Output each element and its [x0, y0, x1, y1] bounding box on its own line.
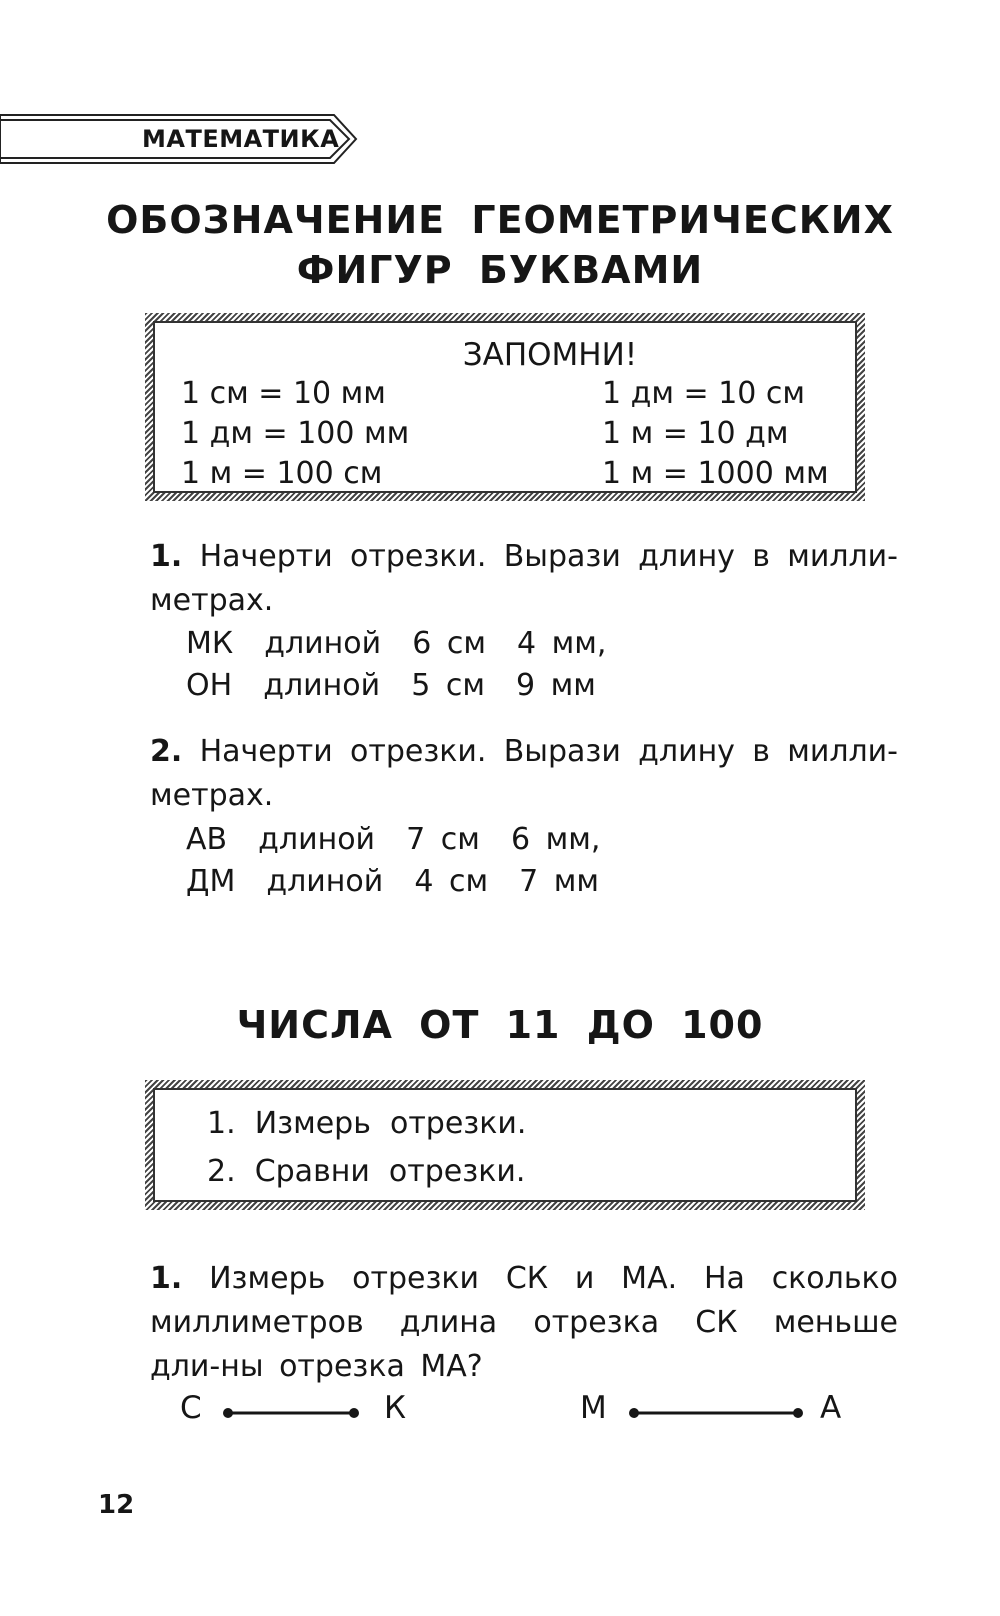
- task-1: [150, 535, 898, 623]
- remember-box: [145, 313, 865, 501]
- task-2-text: Начерти отрезки. Вырази длину в милли-метрах.: [150, 734, 898, 813]
- segment-ma: [628, 1405, 808, 1421]
- section-tab-label: МАТЕМАТИКА: [142, 125, 340, 153]
- segment-ma-end-label: А: [820, 1390, 842, 1426]
- remember-title: ЗАПОМНИ!: [462, 337, 638, 373]
- instruction-1: 1. Измерь отрезки.: [207, 1106, 527, 1141]
- segment-ck-end-label: К: [384, 1390, 407, 1426]
- task-3-number: 1.: [150, 1261, 183, 1296]
- task-3-text: Измерь отрезки СК и МА. На сколько миллиметров длина отрезка СК меньше дли-ны отрезка МА?: [150, 1261, 898, 1384]
- page-number: 12: [98, 1490, 135, 1520]
- conversion-right-3: 1 м = 1000 мм: [602, 456, 829, 491]
- section-2-title: ЧИСЛА ОТ 11 ДО 100: [236, 1003, 764, 1047]
- section-tab: [0, 114, 372, 164]
- conversion-left-1: 1 см = 10 мм: [181, 376, 386, 411]
- instruction-box: [145, 1080, 865, 1210]
- conversion-right-1: 1 дм = 10 см: [602, 376, 806, 411]
- task-3: [150, 1257, 898, 1389]
- segment-ck-start-label: С: [180, 1390, 202, 1426]
- conversion-left-2: 1 дм = 100 мм: [181, 416, 410, 451]
- task-2-number: 2.: [150, 734, 183, 769]
- task-1-number: 1.: [150, 539, 183, 574]
- task-2-line-1: АВ длиной 7 см 6 мм,: [186, 822, 601, 857]
- task-2-line-2: ДМ длиной 4 см 7 мм: [186, 864, 600, 899]
- segment-ma-start-label: М: [580, 1390, 607, 1426]
- task-1-text: Начерти отрезки. Вырази длину в милли-метрах.: [150, 539, 898, 618]
- conversion-right-2: 1 м = 10 дм: [602, 416, 789, 451]
- instruction-2: 2. Сравни отрезки.: [207, 1154, 526, 1189]
- task-2: [150, 730, 898, 818]
- task-1-line-2: ОН длиной 5 см 9 мм: [186, 668, 596, 703]
- task-1-line-1: МК длиной 6 см 4 мм,: [186, 626, 607, 661]
- section-title-line-1: ОБОЗНАЧЕНИЕ ГЕОМЕТРИЧЕСКИХ: [106, 198, 894, 242]
- section-title-line-2: ФИГУР БУКВАМИ: [296, 248, 704, 292]
- segment-ck: [222, 1405, 362, 1421]
- conversion-left-3: 1 м = 100 см: [181, 456, 383, 491]
